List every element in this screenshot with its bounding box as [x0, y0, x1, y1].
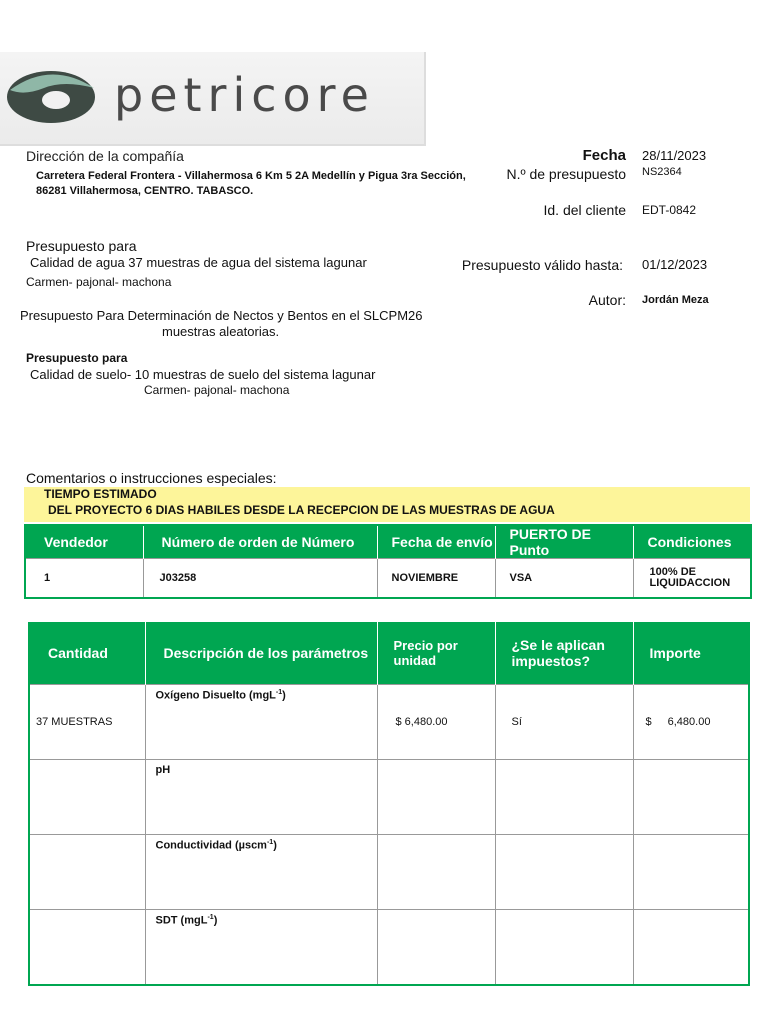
- items-header-importe: Importe: [633, 622, 749, 685]
- comments-label: Comentarios o instrucciones especiales:: [26, 470, 277, 486]
- items-cantidad-cell: [29, 835, 145, 910]
- items-precio-cell: [377, 835, 495, 910]
- items-desc-sup: -1: [275, 689, 283, 696]
- orders-table: [24, 524, 752, 599]
- items-table: [28, 622, 750, 986]
- orders-puerto-cell: VSA: [495, 559, 633, 599]
- budget-1-line-2: Carmen- pajonal- machona: [26, 275, 172, 289]
- address-label: Dirección de la compañía: [26, 148, 184, 164]
- items-desc-end: ): [282, 689, 286, 702]
- items-desc-text: Oxígeno Disuelto (mgL: [155, 689, 276, 702]
- comments-line-1: TIEMPO ESTIMADO: [44, 487, 157, 501]
- table-row: [29, 910, 749, 986]
- fecha-value: 28/11/2023: [642, 148, 707, 163]
- logo-wordmark: petricore: [114, 68, 375, 122]
- orders-header-row: [25, 525, 751, 559]
- address-line-1: Carretera Federal Frontera - Villahermosa 6 Km 5 2A Medellín y Pigua 3ra Sección,: [36, 170, 466, 182]
- orders-header-condiciones: Condiciones: [633, 525, 751, 559]
- items-importe-value: 6,480.00: [667, 716, 711, 728]
- items-desc-cell: [145, 760, 377, 835]
- autor-label: Autor:: [588, 292, 626, 308]
- valido-label: Presupuesto válido hasta:: [461, 257, 623, 273]
- items-header-cantidad: Cantidad: [29, 622, 145, 685]
- items-desc-sup: -1: [266, 839, 274, 846]
- items-header-row: [29, 622, 749, 685]
- items-impuesto-cell: Sí: [495, 685, 633, 760]
- items-importe-cell: [633, 760, 749, 835]
- comments-line-2: DEL PROYECTO 6 DIAS HABILES DESDE LA RECEPCION DE LAS MUESTRAS DE AGUA: [48, 503, 555, 517]
- table-row: [29, 835, 749, 910]
- items-desc-cell: [145, 910, 377, 986]
- budget-1-label: Presupuesto para: [26, 238, 137, 254]
- budget-extra-line-2: muestras aleatorias.: [162, 324, 280, 339]
- orders-header-puerto: PUERTO DE Punto: [495, 525, 633, 559]
- cliente-value: EDT-0842: [642, 203, 697, 217]
- items-impuesto-cell: [495, 835, 633, 910]
- items-desc-sup: -1: [207, 914, 214, 921]
- budget-2-label: Presupuesto para: [26, 351, 128, 365]
- budget-extra-line-1: Presupuesto Para Determinación de Nectos y Bentos en el SLCPM26: [20, 308, 423, 323]
- items-importe-cell: [633, 910, 749, 986]
- orders-header-fecha: Fecha de envío: [377, 525, 495, 559]
- table-row: [29, 685, 749, 760]
- orders-orden-cell: J03258: [143, 559, 377, 599]
- items-desc-end: ): [213, 914, 218, 927]
- items-cantidad-cell: [29, 910, 145, 986]
- items-precio-cell: [377, 760, 495, 835]
- items-desc-cell: [145, 835, 377, 910]
- table-row: [25, 559, 751, 599]
- items-importe-cell: [633, 685, 749, 760]
- address-line-2: 86281 Villahermosa, CENTRO. TABASCO.: [36, 185, 254, 197]
- items-desc-cell: [145, 685, 377, 760]
- items-desc-text: pH: [155, 764, 171, 776]
- items-desc-text: SDT (mgL: [155, 914, 208, 927]
- budget-2-line-1: Calidad de suelo- 10 muestras de suelo del sistema lagunar: [30, 367, 376, 382]
- fecha-label: Fecha: [582, 147, 626, 164]
- budget-2-line-2: Carmen- pajonal- machona: [144, 383, 290, 397]
- items-impuesto-cell: [495, 760, 633, 835]
- items-cantidad-cell: 37 MUESTRAS: [29, 685, 145, 760]
- orders-header-orden: Número de orden de Número: [143, 525, 377, 559]
- items-importe-symbol: $: [645, 716, 652, 728]
- petricore-logo-icon: [4, 66, 98, 128]
- items-desc-text: Conductividad (µscm: [155, 839, 267, 852]
- orders-header-vendedor: Vendedor: [25, 525, 143, 559]
- items-precio-cell: [377, 910, 495, 986]
- items-header-descripcion: Descripción de los parámetros: [145, 622, 377, 685]
- items-precio-cell: $ 6,480.00: [377, 685, 495, 760]
- table-row: [29, 760, 749, 835]
- items-importe-cell: [633, 835, 749, 910]
- items-header-impuestos: ¿Se le aplican impuestos?: [495, 622, 633, 685]
- orders-condiciones-cell: 100% DE LIQUIDACCION: [633, 559, 751, 599]
- items-cantidad-cell: [29, 760, 145, 835]
- items-impuesto-cell: [495, 910, 633, 986]
- orders-fecha-cell: NOVIEMBRE: [377, 559, 495, 599]
- items-header-precio: Precio por unidad: [377, 622, 495, 685]
- cliente-label: Id. del cliente: [543, 202, 626, 218]
- autor-value: Jordán Meza: [642, 294, 709, 306]
- budget-1-line-1: Calidad de agua 37 muestras de agua del sistema lagunar: [30, 255, 367, 270]
- valido-value: 01/12/2023: [642, 257, 708, 272]
- items-desc-end: ): [273, 839, 277, 852]
- presupuesto-label: N.º de presupuesto: [506, 166, 626, 182]
- presupuesto-value: NS2364: [642, 166, 682, 178]
- orders-vendedor-cell: 1: [25, 559, 143, 599]
